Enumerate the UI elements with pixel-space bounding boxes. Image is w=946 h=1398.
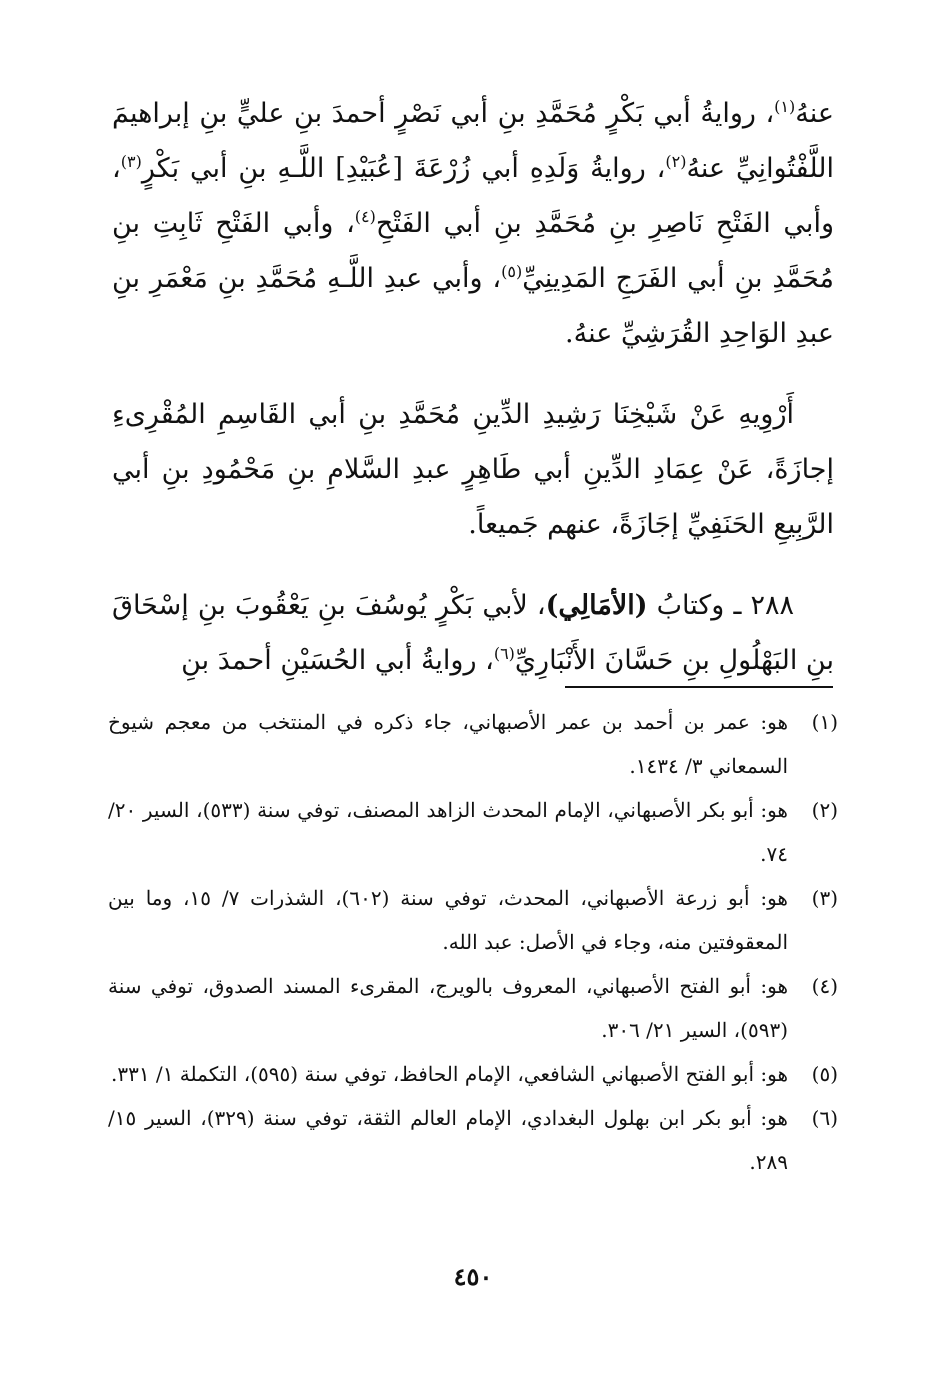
footnote-number: (٤) (811, 974, 838, 998)
footnote-text: هو: أبو بكر الأصبهاني، الإمام المحدث الزاهد المصنف، توفي سنة (٥٣٣)، السير ٢٠/ ٧٤. (108, 798, 788, 866)
footnote-text: هو: عمر بن أحمد بن عمر الأصبهاني، جاء ذكره في المنتخب من معجم شيوخ السمعاني ٣/ ١٤٣٤. (108, 710, 788, 778)
footnote-text: هو: أبو زرعة الأصبهاني، المحدث، توفي سنة (٦٠٢)، الشذرات ٧/ ١٥، وما بين المعقوفتين منه، وجاء في الأصل: عبد الله. (108, 886, 788, 954)
text-segment: ، روايةُ أبي الحُسَيْنِ أحمدَ بنِ (181, 645, 494, 676)
footnote-number: (٣) (811, 886, 838, 910)
footnote-ref-2: (٢) (665, 152, 687, 171)
paragraph-spacer (112, 361, 834, 387)
footnote-ref-6: (٦) (493, 644, 515, 663)
footnote-3 (108, 876, 838, 964)
text-segment: ، وأبي الفَتْحِ ثَابِتِ بنِ مُحَمَّدِ بنِ أبي الفَرَجِ المَدِينِيِّ (112, 208, 834, 294)
footnotes-section (108, 700, 838, 1184)
text-segment: ، لأبي بَكْرٍ يُوسُفَ بنِ يَعْقُوبَ بنِ إسْحَاقَ بنِ البَهْلُولِ بنِ حَسَّانَ الأَنْبَارِيِّ (112, 590, 834, 676)
page-number: ٤٥٠ (453, 1262, 493, 1291)
text-segment: وكتابُ (656, 590, 725, 621)
footnote-number: (٦) (811, 1106, 838, 1130)
footnote-text: هو: أبو بكر ابن بهلول البغدادي، الإمام العالم الثقة، توفي سنة (٣٢٩)، السير ١٥/ ٢٨٩. (108, 1106, 788, 1174)
footnote-2 (108, 788, 838, 876)
footnote-ref-3: (٣) (120, 152, 142, 171)
footnote-text: هو: أبو الفتح الأصبهاني الشافعي، الإمام الحافظ، توفي سنة (٥٩٥)، التكملة ١/ ٣٣١. (110, 1062, 788, 1086)
footnote-5 (108, 1052, 838, 1096)
text-segment: ، روايةُ أبي بَكْرٍ مُحَمَّدِ بنِ أبي نَصْرٍ أحمدَ بنِ عليٍّ بنِ إبراهيمَ اللَّفْتُوانِيِّ عنهُ (112, 98, 834, 184)
footnote-separator (565, 686, 833, 688)
paragraph-transmission: أَرْوِيهِ عَنْ شَيْخِنَا رَشِيدِ الدِّينِ مُحَمَّدِ بنِ أبي القَاسِمِ المُقْرِىءِ إجازَةً، عَنْ عِمَادِ الدِّينِ أبي طَاهِرٍ عبدِ السَّلامِ بنِ مَحْمُودِ بنِ أبي الرَّبِيعِ الحَنَفِيِّ إجَازَةً، عنهم جَميعاً. (112, 399, 834, 540)
text-segment: عنهُ (795, 98, 834, 129)
footnote-number: (٢) (811, 798, 838, 822)
book-title: (الأمَالِي) (545, 590, 648, 621)
entry-dash: ـ (733, 590, 742, 621)
main-text (112, 86, 834, 688)
footnote-text: هو: أبو الفتح الأصبهاني، المعروف بالويرج، المقرىء المسند الصدوق، توفي سنة (٥٩٣)، السير ٢١/ ٣٠٦. (108, 974, 788, 1042)
footnote-number: (٥) (811, 1062, 838, 1086)
paragraph-chain-of-narration (112, 86, 834, 361)
text-segment: ، روايةُ وَلَدِهِ أبي زُرْعَةَ [عُبَيْدِ] اللَّـهِ بنِ أبي بَكْرٍ (141, 153, 666, 184)
footnote-1 (108, 700, 838, 788)
text-segment: ، وأبي الفَتْحِ نَاصِرِ بنِ مُحَمَّدِ بنِ أبي الفَتْحِ (112, 153, 834, 239)
footnote-number: (١) (811, 710, 838, 734)
text-segment: ، وأبي عبدِ اللَّـهِ مُحَمَّدِ بنِ مَعْمَرِ بنِ عبدِ الوَاحِدِ القُرَشِيِّ عنهُ. (112, 263, 834, 349)
footnote-ref-1: (١) (774, 97, 796, 116)
paragraph-entry-288 (112, 578, 834, 688)
footnote-ref-5: (٥) (501, 262, 523, 281)
footnote-4 (108, 964, 838, 1052)
entry-number: ٢٨٨ (750, 590, 794, 621)
paragraph-spacer (112, 552, 834, 578)
footnote-ref-4: (٤) (354, 207, 376, 226)
footnote-6 (108, 1096, 838, 1184)
